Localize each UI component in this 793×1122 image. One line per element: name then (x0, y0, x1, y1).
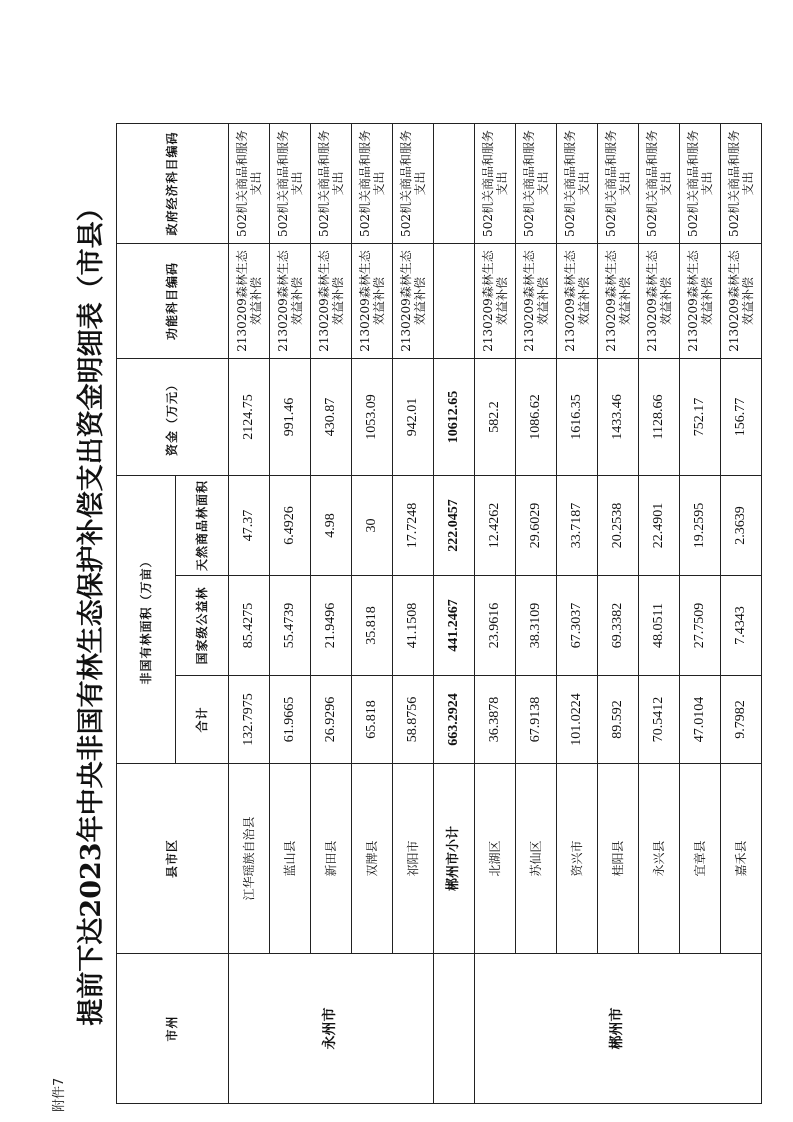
header-econ-code: 政府经济科目编码 (117, 123, 229, 243)
funds-cell: 582.2 (475, 358, 516, 475)
funds-table (116, 123, 762, 1104)
func-code-cell: 2130209森林生态效益补偿 (639, 243, 680, 358)
func-code-cell: 2130209森林生态效益补偿 (680, 243, 721, 358)
national-cell: 38.3109 (516, 576, 557, 676)
total-cell: 70.5412 (639, 676, 680, 764)
total-cell: 26.9296 (311, 676, 352, 764)
subtotal-funds: 10612.65 (434, 358, 475, 475)
funds-cell: 1616.35 (557, 358, 598, 475)
table-row (229, 123, 270, 1103)
total-cell: 47.0104 (680, 676, 721, 764)
subtotal-national: 441.2467 (434, 576, 475, 676)
annex-label: 附件7 (52, 1077, 67, 1112)
econ-code-cell: 502机关商品和服务支出 (557, 123, 598, 243)
funds-cell: 156.77 (721, 358, 762, 475)
econ-code-cell: 502机关商品和服务支出 (639, 123, 680, 243)
natural-cell: 19.2595 (680, 475, 721, 575)
func-code-cell: 2130209森林生态效益补偿 (721, 243, 762, 358)
header-func-code: 功能科目编码 (117, 243, 229, 358)
header-national: 国家级公益林 (176, 576, 229, 676)
national-cell: 7.4343 (721, 576, 762, 676)
national-cell: 35.818 (352, 576, 393, 676)
national-cell: 69.3382 (598, 576, 639, 676)
total-cell: 65.818 (352, 676, 393, 764)
func-code-cell: 2130209森林生态效益补偿 (516, 243, 557, 358)
econ-code-cell: 502机关商品和服务支出 (475, 123, 516, 243)
funds-cell: 1086.62 (516, 358, 557, 475)
national-cell: 55.4739 (270, 576, 311, 676)
national-cell: 27.7509 (680, 576, 721, 676)
func-code-cell: 2130209森林生态效益补偿 (352, 243, 393, 358)
header-city: 市州 (117, 954, 229, 1104)
natural-cell: 29.6029 (516, 475, 557, 575)
total-cell: 36.3878 (475, 676, 516, 764)
county-cell: 桂阳县 (598, 764, 639, 954)
econ-code-cell: 502机关商品和服务支出 (680, 123, 721, 243)
county-cell: 祁阳市 (393, 764, 434, 954)
func-code-cell: 2130209森林生态效益补偿 (229, 243, 270, 358)
econ-code-cell: 502机关商品和服务支出 (229, 123, 270, 243)
funds-cell: 752.17 (680, 358, 721, 475)
national-cell: 23.9616 (475, 576, 516, 676)
natural-cell: 30 (352, 475, 393, 575)
funds-cell: 942.01 (393, 358, 434, 475)
total-cell: 9.7982 (721, 676, 762, 764)
national-cell: 85.4275 (229, 576, 270, 676)
func-code-cell: 2130209森林生态效益补偿 (270, 243, 311, 358)
national-cell: 21.9496 (311, 576, 352, 676)
subtotal-row (434, 123, 475, 1103)
header-county: 县市区 (117, 764, 229, 954)
total-cell: 101.0224 (557, 676, 598, 764)
total-cell: 132.7975 (229, 676, 270, 764)
econ-code-cell: 502机关商品和服务支出 (311, 123, 352, 243)
total-cell: 89.592 (598, 676, 639, 764)
econ-code-cell: 502机关商品和服务支出 (516, 123, 557, 243)
header-funds: 资金（万元） (117, 358, 229, 475)
national-cell: 67.3037 (557, 576, 598, 676)
natural-cell: 47.37 (229, 475, 270, 575)
total-cell: 67.9138 (516, 676, 557, 764)
subtotal-total: 663.2924 (434, 676, 475, 764)
county-cell: 双牌县 (352, 764, 393, 954)
subtotal-func-code (434, 243, 475, 358)
func-code-cell: 2130209森林生态效益补偿 (598, 243, 639, 358)
func-code-cell: 2130209森林生态效益补偿 (557, 243, 598, 358)
funds-cell: 430.87 (311, 358, 352, 475)
subtotal-city-cell (434, 954, 475, 1104)
natural-cell: 4.98 (311, 475, 352, 575)
natural-cell: 22.4901 (639, 475, 680, 575)
county-cell: 永兴县 (639, 764, 680, 954)
county-cell: 嘉禾县 (721, 764, 762, 954)
total-cell: 58.8756 (393, 676, 434, 764)
subtotal-econ-code (434, 123, 475, 243)
natural-cell: 2.3639 (721, 475, 762, 575)
econ-code-cell: 502机关商品和服务支出 (598, 123, 639, 243)
county-cell: 蓝山县 (270, 764, 311, 954)
econ-code-cell: 502机关商品和服务支出 (270, 123, 311, 243)
func-code-cell: 2130209森林生态效益补偿 (393, 243, 434, 358)
natural-cell: 6.4926 (270, 475, 311, 575)
header-natural: 天然商品林面积 (176, 475, 229, 575)
region-cell: 永州市 (229, 954, 434, 1104)
header-area-group: 非国有林面积（万亩） (117, 475, 176, 763)
region-cell: 郴州市 (475, 954, 762, 1104)
natural-cell: 17.7248 (393, 475, 434, 575)
rotated-page (62, 110, 755, 1110)
econ-code-cell: 502机关商品和服务支出 (721, 123, 762, 243)
county-cell: 宜章县 (680, 764, 721, 954)
econ-code-cell: 502机关商品和服务支出 (352, 123, 393, 243)
funds-cell: 2124.75 (229, 358, 270, 475)
page-title: 提前下达2023年中央非国有林生态保护补偿支出资金明细表（市县） (75, 194, 107, 1026)
county-cell: 江华瑶族自治县 (229, 764, 270, 954)
func-code-cell: 2130209森林生态效益补偿 (475, 243, 516, 358)
funds-cell: 1053.09 (352, 358, 393, 475)
funds-cell: 1433.46 (598, 358, 639, 475)
natural-cell: 33.7187 (557, 475, 598, 575)
header-total: 合计 (176, 676, 229, 764)
national-cell: 41.1508 (393, 576, 434, 676)
table-row (475, 123, 516, 1103)
county-cell: 北湖区 (475, 764, 516, 954)
county-cell: 苏仙区 (516, 764, 557, 954)
econ-code-cell: 502机关商品和服务支出 (393, 123, 434, 243)
funds-cell: 1128.66 (639, 358, 680, 475)
funds-cell: 991.46 (270, 358, 311, 475)
total-cell: 61.9665 (270, 676, 311, 764)
func-code-cell: 2130209森林生态效益补偿 (311, 243, 352, 358)
national-cell: 48.0511 (639, 576, 680, 676)
subtotal-natural: 222.0457 (434, 475, 475, 575)
subtotal-label: 郴州市小计 (434, 764, 475, 954)
natural-cell: 20.2538 (598, 475, 639, 575)
county-cell: 资兴市 (557, 764, 598, 954)
county-cell: 新田县 (311, 764, 352, 954)
natural-cell: 12.4262 (475, 475, 516, 575)
